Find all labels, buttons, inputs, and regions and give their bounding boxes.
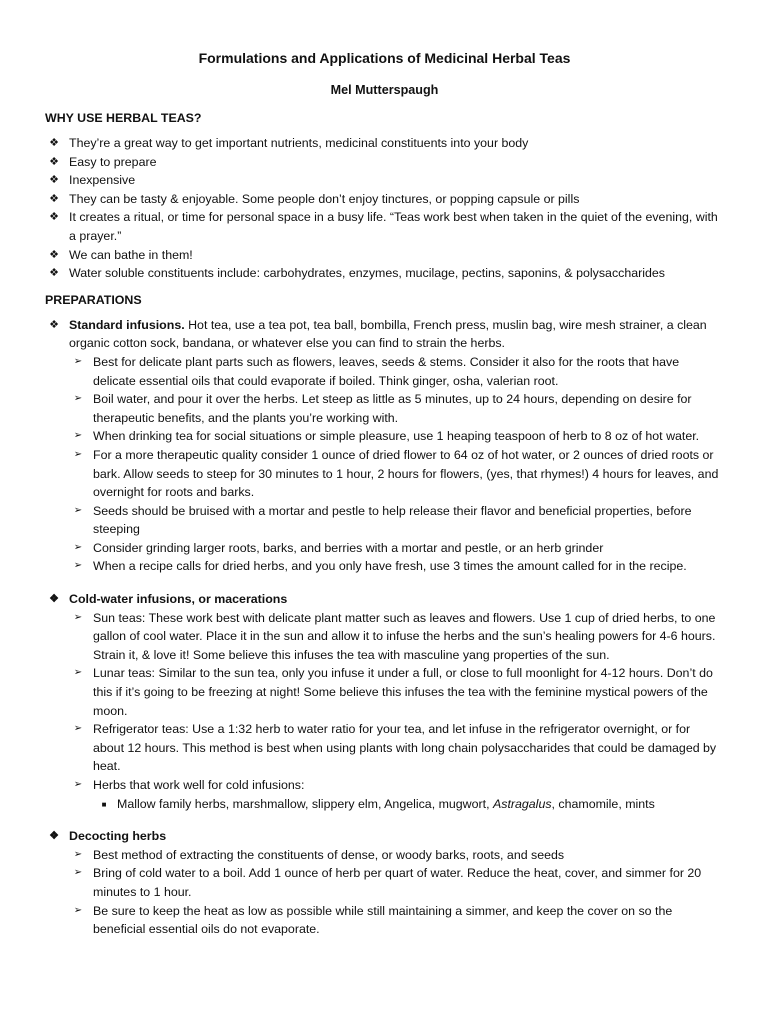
why-list xyxy=(45,134,724,283)
list-item: ❖ Easy to prepare xyxy=(45,153,724,172)
diamond-bullet-icon: ❖ xyxy=(49,267,59,280)
list-item: ➢ Seeds should be bruised with a mortar and pestle to help release their flavor and beneficial properties, before steeping xyxy=(69,502,724,539)
list-item: ➢ Lunar teas: Similar to the sun tea, only you infuse it under a full, or close to full moonlight for 4-12 hours. Don’t do this if it’s going to be freezing at night! Some believe this infuses the tea with the feminine mystical powers of the moon. xyxy=(69,664,724,720)
list-item: ❖ Standard infusions. Hot tea, use a tea pot, tea ball, bombilla, French press, muslin bag, wire mesh strainer, a clean organic cotton sock, bandana, or whatever else you can find to strain the herbs. xyxy=(45,316,724,353)
cold-infusions-list xyxy=(45,590,724,813)
arrow-bullet-icon: ➢ xyxy=(73,355,83,367)
list-item: ■ Mallow family herbs, marshmallow, slippery elm, Angelica, mugwort, Astragalus, chamomile, mints xyxy=(95,795,724,814)
diamond-bullet-icon: ❖ xyxy=(49,192,59,205)
diamond-bullet-icon: ❖ xyxy=(49,155,59,168)
decocting-list xyxy=(45,827,724,939)
arrow-bullet-icon: ➢ xyxy=(73,393,83,405)
arrow-bullet-icon: ➢ xyxy=(73,723,83,735)
list-item: ➢ When drinking tea for social situations or simple pleasure, use 1 heaping teaspoon of herb to 8 oz of hot water. xyxy=(69,427,724,446)
list-item: ➢ Best method of extracting the constituents of dense, or woody barks, roots, and seeds xyxy=(69,846,724,865)
list-item: ➢ For a more therapeutic quality consider 1 ounce of dried flower to 64 oz of hot water, or 2 ounces of dried roots or bark. Allow seeds to steep for 30 minutes to 1 hour, 2 hours for flowers, (yes, that rhymes!) 4 hours for leaves, and overnight for roots and barks. xyxy=(69,446,724,502)
list-item: ➢ Bring of cold water to a boil. Add 1 ounce of herb per quart of water. Reduce the heat, cover, and simmer for 20 minutes to 1 hour. xyxy=(69,864,724,901)
list-item: ➢ Herbs that work well for cold infusions: xyxy=(69,776,724,795)
arrow-bullet-icon: ➢ xyxy=(73,611,83,623)
arrow-bullet-icon: ➢ xyxy=(73,848,83,860)
list-item: ❖ Decocting herbs xyxy=(45,827,724,846)
diamond-bullet-icon: ❖ xyxy=(49,174,59,187)
list-item: ❖ It creates a ritual, or time for personal space in a busy life. “Teas work best when taken in the quiet of the evening, with a prayer.” xyxy=(45,208,724,245)
arrow-bullet-icon: ➢ xyxy=(73,560,83,572)
arrow-bullet-icon: ➢ xyxy=(73,541,83,553)
arrow-bullet-icon: ➢ xyxy=(73,867,83,879)
arrow-bullet-icon: ➢ xyxy=(73,448,83,460)
list-item: ❖ Water soluble constituents include: carbohydrates, enzymes, mucilage, pectins, saponins, & polysaccharides xyxy=(45,264,724,283)
diamond-bullet-icon: ❖ xyxy=(49,248,59,261)
list-item: ➢ When a recipe calls for dried herbs, and you only have fresh, use 3 times the amount called for in the recipe. xyxy=(69,557,724,576)
standard-infusions-list xyxy=(45,316,724,576)
diamond-bullet-icon: ❖ xyxy=(49,830,59,843)
list-item: ➢ Boil water, and pour it over the herbs. Let steep as little as 5 minutes, up to 24 hours, depending on desire for therapeutic benefits, and the plants you’re working with. xyxy=(69,390,724,427)
diamond-bullet-icon: ❖ xyxy=(49,593,59,606)
list-item: ➢ Consider grinding larger roots, barks, and berries with a mortar and pestle, or an herb grinder xyxy=(69,539,724,558)
list-item: ➢ Sun teas: These work best with delicate plant matter such as leaves and flowers. Use 1 cup of dried herbs, to one gallon of cool water. Place it in the sun and allow it to infuse the herbs and the sun’s healing powers for 4-6 hours. Strain it, & love it! Some believe this infuses the tea with masculine yang properties of the sun. xyxy=(69,609,724,665)
diamond-bullet-icon: ❖ xyxy=(49,137,59,149)
arrow-bullet-icon: ➢ xyxy=(73,904,83,916)
list-item: ❖ They can be tasty & enjoyable. Some people don’t enjoy tinctures, or popping capsule or pills xyxy=(45,190,724,209)
section-heading-why: WHY USE HERBAL TEAS? xyxy=(45,111,202,125)
diamond-bullet-icon: ❖ xyxy=(49,211,59,224)
list-item: ➢ Be sure to keep the heat as low as possible while still maintaining a simmer, and keep the cover on so the beneficial essential oils do not evaporate. xyxy=(69,902,724,939)
list-item: ❖ Cold-water infusions, or macerations xyxy=(45,590,724,609)
document-title: Formulations and Applications of Medicinal Herbal Teas xyxy=(198,50,571,66)
arrow-bullet-icon: ➢ xyxy=(73,430,83,442)
list-item: ❖ We can bathe in them! xyxy=(45,246,724,265)
section-heading-preparations: PREPARATIONS xyxy=(45,292,142,307)
document-author: Mel Mutterspaugh xyxy=(330,83,439,97)
arrow-bullet-icon: ➢ xyxy=(73,779,83,790)
list-item: ➢ Best for delicate plant parts such as flowers, leaves, seeds & stems. Consider it also for the roots that have delicate essential oils that could evaporate if boiled. Think ginger, osha, valerian root. xyxy=(69,353,724,390)
list-item: ❖ They’re a great way to get important nutrients, medicinal constituents into your body xyxy=(45,134,724,153)
arrow-bullet-icon: ➢ xyxy=(73,667,83,679)
square-bullet-icon: ■ xyxy=(101,799,107,809)
list-item: ➢ Refrigerator teas: Use a 1:32 herb to water ratio for your tea, and let infuse in the refrigerator overnight, or for about 12 hours. This method is best when using plants with long chain polysaccharides that could be damaged by heat. xyxy=(69,720,724,776)
arrow-bullet-icon: ➢ xyxy=(73,504,83,516)
diamond-bullet-icon: ❖ xyxy=(49,318,59,331)
list-item: ❖ Inexpensive xyxy=(45,171,724,190)
